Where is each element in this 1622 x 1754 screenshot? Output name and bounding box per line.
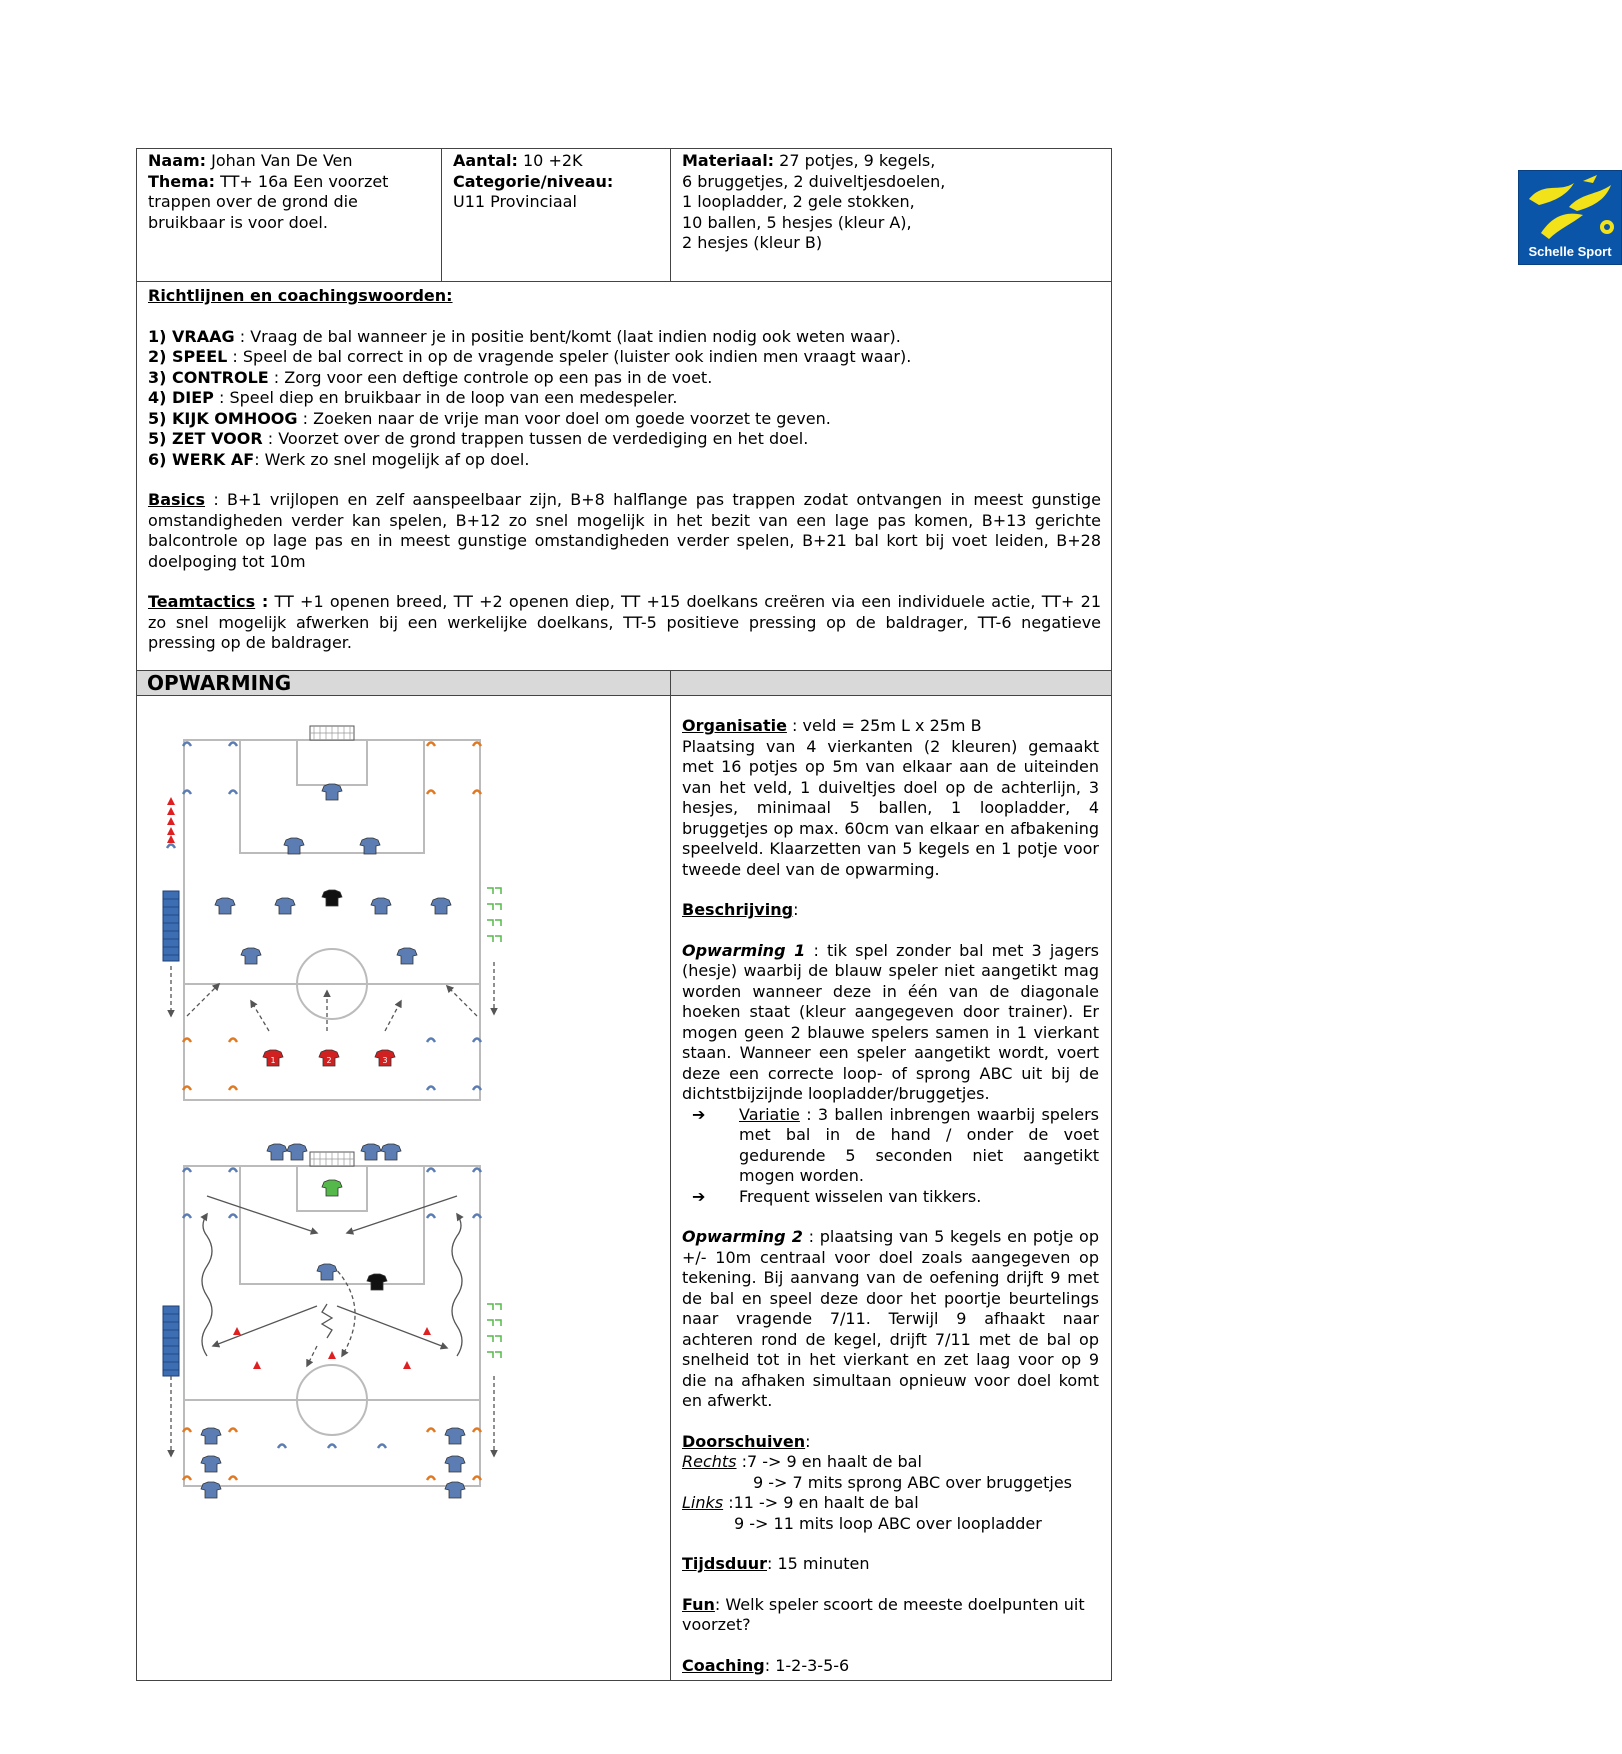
arrow-right-icon: ➔ <box>692 1104 706 1124</box>
player-number: 3 <box>382 1056 388 1065</box>
guideline-key: 6) WERK AF <box>148 449 255 469</box>
materiaal-line-4: 10 ballen, 5 hesjes (kleur A), <box>682 212 912 232</box>
teamtactics-paragraph <box>148 592 1101 654</box>
player-shirt-icon <box>241 948 261 964</box>
potje-icon <box>183 1169 191 1173</box>
club-logo <box>1518 170 1622 265</box>
training-sheet <box>136 148 1612 1681</box>
diagram-opwarming-1 <box>163 726 501 1100</box>
potje-icon <box>473 1215 481 1219</box>
opwarming1-text: : tik spel zonder bal met 3 jagers (hesje) waarbij de blauw speler niet aangetikt mag worden wanneer deze in één van de diagonale hoeken staat (kleur aangegeven door trainer). Er mogen geen 2 blauwe spelers samen in 1 vierkant staan. Wanneer een speler aangetikt wordt, voert deze een correcte loop- of sprong ABC uit bij de dichtstbijzijnde loopladder/bruggetjes. <box>682 940 1099 1103</box>
players-group <box>215 784 451 1066</box>
potje-icon <box>229 1039 237 1043</box>
naam-value: Johan Van De Ven <box>211 151 353 170</box>
player-shirt-icon <box>322 784 342 800</box>
thema-label: Thema: <box>148 171 216 191</box>
materiaal-line-3: 1 loopladder, 2 gele stokken, <box>682 192 915 211</box>
thema-value: TT+ 16a Een voorzet trappen over de grond die bruikbaar is voor doel. <box>148 171 389 232</box>
naam-label: Naam: <box>148 151 207 170</box>
kegel-icon <box>167 807 175 815</box>
info-name-theme <box>137 149 442 282</box>
player-shirt-icon <box>361 1144 381 1160</box>
guideline-key: 5) KIJK OMHOOG <box>148 408 298 428</box>
bruggetjes-icon <box>487 888 501 942</box>
frequent-text: Frequent wisselen van tikkers. <box>739 1186 982 1206</box>
links-label: Links <box>682 1493 724 1512</box>
potje-icon <box>229 1215 237 1219</box>
kegel-icon <box>167 797 175 805</box>
guideline-item <box>148 347 1101 368</box>
player-shirt-icon <box>397 948 417 964</box>
guidelines-title: Richtlijnen en coachingswoorden: <box>148 286 453 305</box>
player-number: 1 <box>270 1056 276 1065</box>
potjes-group <box>167 743 481 1091</box>
potje-icon <box>473 791 481 795</box>
beschrijving-colon: : <box>793 900 799 919</box>
opwarming2-text: : plaatsing van 5 kegels en potje op +/- 10m centraal voor doel zoals aangegeven op tekening. Bij aanvang van de oefening drijft 9 met de bal en speel deze door het poortje beurtelings naar vragende 7/11. Terwijl 9 afhaakt naar achteren rond de kegel, drijft 7/11 met de bal op snelheid tot in het vierkant en zet laag voor op 9 die na afhaken simultaan opnieuw voor doel komt en afwerkt. <box>682 1227 1099 1410</box>
frequent-bullet <box>682 1187 1099 1208</box>
fun-text: : Welk speler scoort de meeste doelpunten uit voorzet? <box>682 1594 1085 1634</box>
player-shirt-icon <box>201 1456 221 1472</box>
teamtactics-text: TT +1 openen breed, TT +2 openen diep, TT +15 doelkans creëren via een individuele actie, TT+ 21 zo snel mogelijk afwerken bij een werkelijke doelkans, TT-5 positieve pressing op de baldrager, TT-6 negatieve pressing op de baldrager. <box>148 592 1102 652</box>
player-shirt-icon <box>381 1144 401 1160</box>
potje-icon <box>473 1429 481 1433</box>
organisatie-text: Plaatsing van 4 vierkanten (2 kleuren) gemaakt met 16 potjes op 5m van elkaar aan de uiteinden van het veld, 1 duiveltjes doel op de achterlijn, 3 hesjes, minimaal 5 ballen, 1 loopladder, 4 bruggetjes op max. 60cm van elkaar en afbakening speelveld. Klaarzetten van 5 kegels en 1 potje voor tweede deel van de opwarming. <box>682 736 1099 879</box>
links-line-1: :11 -> 9 en haalt de bal <box>723 1493 919 1512</box>
tijdsduur-text: : 15 minuten <box>766 1554 870 1573</box>
bruggetjes-icon <box>487 1304 501 1358</box>
potje-icon <box>328 1445 336 1449</box>
opwarming1-paragraph <box>682 941 1099 1105</box>
variatie-bullet <box>682 1105 1099 1187</box>
arrow-right-icon: ➔ <box>692 1186 706 1206</box>
guideline-text: : Speel diep en bruikbaar in de loop van een medespeler. <box>213 388 678 407</box>
potje-icon <box>473 1087 481 1091</box>
info-material <box>671 149 1612 282</box>
rechts-label: Rechts <box>682 1452 737 1471</box>
player-shirt-icon <box>317 1264 337 1280</box>
kegel-icon <box>328 1351 336 1359</box>
organisatie-intro: : veld = 25m L x 25m B <box>786 716 982 735</box>
basics-text: : B+1 vrijlopen en zelf aanspeelbaar zijn, B+8 halflange pas trappen zodat ontvangen in meest gunstige omstandigheden verder kan spelen, B+12 zo snel mogelijk in het bezit van een lage pas komen, B+13 gerichte balcontrole op lage pas en in meest gunstige omstandigheden verder spelen, B+21 bal kort bij voet leiden, B+28 doelpoging tot 10m <box>148 490 1101 571</box>
potje-icon <box>473 1477 481 1481</box>
player-shirt-icon <box>201 1428 221 1444</box>
links-line-2: 9 -> 11 mits loop ABC over loopladder <box>734 1513 1042 1533</box>
player-shirt-icon <box>445 1456 465 1472</box>
potje-icon <box>473 743 481 747</box>
potje-icon <box>378 1445 386 1449</box>
potje-icon <box>427 1087 435 1091</box>
logo-text: Schelle Sport <box>1528 244 1612 259</box>
potje-icon <box>427 1477 435 1481</box>
kegel-icon <box>423 1327 431 1335</box>
guideline-key: 1) VRAAG <box>148 326 235 346</box>
guideline-item <box>148 409 1101 430</box>
section-header <box>137 670 671 696</box>
player-shirt-icon <box>215 898 235 914</box>
guideline-item <box>148 388 1101 409</box>
description-cell <box>671 696 1112 1681</box>
guideline-item <box>148 450 1101 471</box>
potje-icon <box>183 743 191 747</box>
guideline-key: 2) SPEEL <box>148 347 228 366</box>
organisatie-label: Organisatie <box>682 716 787 735</box>
loopladder-icon <box>163 891 179 961</box>
guideline-text: : Werk zo snel mogelijk af op doel. <box>254 449 530 469</box>
guideline-text: : Voorzet over de grond trappen tussen de verdediging en het doel. <box>262 429 809 448</box>
player-shirt-icon <box>284 838 304 854</box>
opwarming2-paragraph <box>682 1227 1099 1412</box>
potje-icon <box>427 791 435 795</box>
opwarming2-label: Opwarming 2 <box>682 1227 803 1246</box>
diagram-opwarming-2 <box>163 1144 501 1498</box>
categorie-value: U11 Provinciaal <box>453 192 577 211</box>
teamtactics-colon: : <box>255 592 269 611</box>
aantal-label: Aantal: <box>453 151 518 170</box>
basics-paragraph <box>148 490 1101 572</box>
materiaal-line-1: 27 potjes, 9 kegels, <box>779 151 936 170</box>
goal-icon <box>310 1152 354 1166</box>
section-title: OPWARMING <box>147 670 292 695</box>
kegel-icon <box>403 1361 411 1369</box>
materiaal-line-2: 6 bruggetjes, 2 duiveltjesdoelen, <box>682 171 946 191</box>
aantal-value: 10 +2K <box>523 151 583 170</box>
cones-group <box>233 1327 431 1369</box>
player-shirt-icon <box>367 1274 387 1290</box>
potje-icon <box>427 1215 435 1219</box>
potje-icon <box>183 1087 191 1091</box>
potje-icon <box>427 1429 435 1433</box>
player-shirt-icon <box>371 898 391 914</box>
potje-icon <box>183 1429 191 1433</box>
teamtactics-label: Teamtactics <box>148 592 256 611</box>
guideline-key: 5) ZET VOOR <box>148 429 263 448</box>
variatie-text: : 3 ballen inbrengen waarbij spelers met bal in de hand / onder de voet gedurende 5 seconden niet aangetikt mogen worden. <box>739 1104 1099 1185</box>
guideline-item <box>148 429 1101 450</box>
guideline-text: : Vraag de bal wanneer je in positie bent/komt (laat indien nodig ook weten waar). <box>234 326 901 346</box>
beschrijving-label: Beschrijving <box>682 900 794 919</box>
player-shirt-icon <box>322 890 342 906</box>
guideline-key: 4) DIEP <box>148 388 214 407</box>
kegel-icon <box>253 1361 261 1369</box>
kegel-icon <box>167 827 175 835</box>
potje-icon <box>229 1429 237 1433</box>
guideline-text: : Zorg voor een deftige controle op een pas in de voet. <box>268 367 713 387</box>
loopladder-icon <box>163 1306 179 1376</box>
basics-label: Basics <box>148 490 206 509</box>
potje-icon <box>183 791 191 795</box>
potje-icon <box>183 1477 191 1481</box>
field-diagrams <box>137 706 557 1591</box>
coaching-label: Coaching <box>682 1655 765 1675</box>
rechts-line-1: :7 -> 9 en haalt de bal <box>736 1452 922 1471</box>
doorschuiven-label: Doorschuiven <box>682 1431 806 1451</box>
goal-icon <box>310 726 354 740</box>
player-shirt-icon <box>431 898 451 914</box>
kegel-icon <box>233 1327 241 1335</box>
potje-icon <box>229 1477 237 1481</box>
potje-icon <box>167 845 175 849</box>
kegel-icon <box>167 817 175 825</box>
opwarming1-label: Opwarming 1 <box>682 940 806 960</box>
potjes-group <box>183 1169 481 1481</box>
potje-icon <box>183 1039 191 1043</box>
fun-label: Fun <box>682 1594 715 1614</box>
player-shirt-icon <box>275 898 295 914</box>
potje-icon <box>278 1445 286 1449</box>
potje-icon <box>427 743 435 747</box>
potje-icon <box>427 1169 435 1173</box>
guideline-text: : Zoeken naar de vrije man voor doel om goede voorzet te geven. <box>297 408 831 428</box>
tijdsduur-label: Tijdsduur <box>682 1554 767 1573</box>
cones-group <box>167 797 175 843</box>
player-shirt-icon <box>445 1482 465 1498</box>
player-number: 2 <box>326 1056 332 1065</box>
player-shirt-icon <box>360 838 380 854</box>
movement-arrows <box>171 962 494 1031</box>
guideline-text: : Speel de bal correct in op de vragende speler (luister ook indien men vraagt waar). <box>227 347 912 366</box>
player-shirt-icon <box>287 1144 307 1160</box>
player-shirt-icon <box>201 1482 221 1498</box>
variatie-label: Variatie <box>739 1104 800 1124</box>
section-header-blank <box>671 670 1112 696</box>
potje-icon <box>229 743 237 747</box>
potje-icon <box>183 1215 191 1219</box>
potje-icon <box>427 1039 435 1043</box>
potje-icon <box>473 1169 481 1173</box>
materiaal-label: Materiaal: <box>682 151 775 170</box>
guidelines-cell <box>137 282 1112 671</box>
player-shirt-icon <box>445 1428 465 1444</box>
coaching-text: : 1-2-3-5-6 <box>764 1655 850 1675</box>
info-count-category <box>442 149 671 282</box>
potje-icon <box>229 791 237 795</box>
run-arrows <box>171 1266 494 1456</box>
guideline-item <box>148 327 1101 348</box>
potje-icon <box>229 1169 237 1173</box>
player-shirt-icon <box>267 1144 287 1160</box>
materiaal-line-5: 2 hesjes (kleur B) <box>682 233 823 252</box>
kegel-icon <box>167 835 175 843</box>
potje-icon <box>473 1039 481 1043</box>
guideline-key: 3) CONTROLE <box>148 367 269 387</box>
doorschuiven-colon: : <box>805 1431 811 1451</box>
categorie-label: Categorie/niveau: <box>453 171 614 191</box>
player-shirt-icon <box>322 1180 342 1196</box>
guideline-item <box>148 368 1101 389</box>
guideline-list <box>148 327 1101 471</box>
potje-icon <box>229 1087 237 1091</box>
rechts-line-2: 9 -> 7 mits sprong ABC over bruggetjes <box>753 1472 1073 1492</box>
